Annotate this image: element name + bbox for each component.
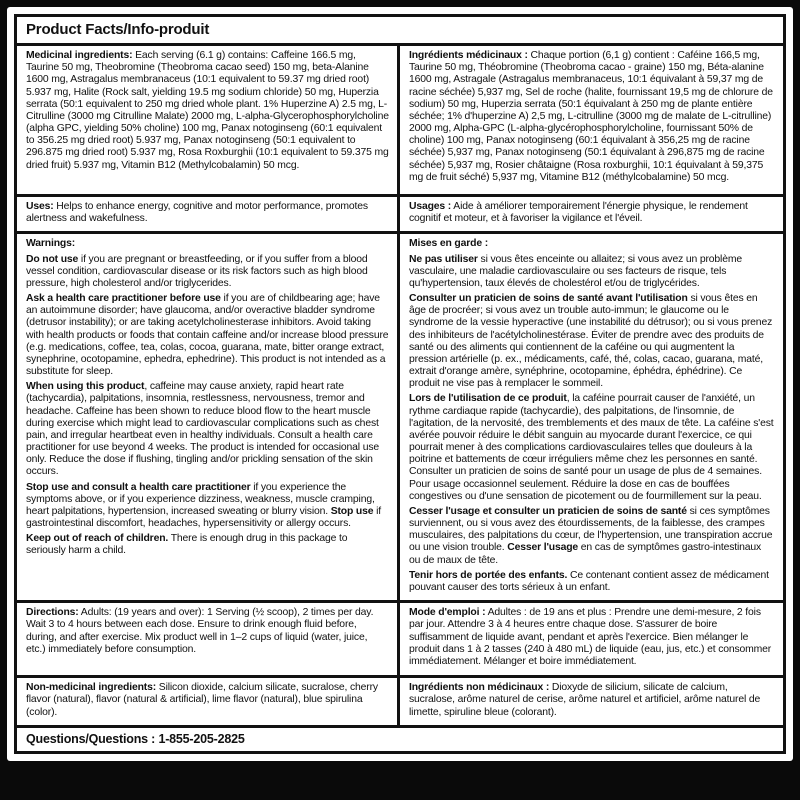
bold-lead-text: Cesser l'usage et consulter un praticien de soins de santé: [409, 505, 687, 517]
bold-lead-text: Do not use: [26, 253, 79, 265]
section-directions-fr-column: [400, 603, 783, 675]
section-nonmedicinal: [17, 675, 783, 725]
paragraph: [26, 482, 389, 531]
bold-lead-text: Usages :: [409, 201, 452, 212]
paragraph: [409, 238, 775, 250]
section-medicinal: [17, 43, 783, 194]
section-medicinal-fr-column: [400, 46, 783, 194]
body-text: if you are of childbearing age; have an autoimmune disorder; have glaucoma, and/or overactive bladder syndrome (detrusor instability); or are taking acetylcholinesterase inhibitors. Avoid taking with health products or foods that contain caffeine and/or increase blood pressure (e.g. medications, coffee, tea, colas, cocoa, guarana, mate, bitter orange extract, synephrine, ocotopamine, ephedra, ephedrine). This product is not intended as a substitute for sleep.: [26, 293, 389, 378]
paragraph: [26, 254, 389, 291]
body-text: Chaque portion (6,1 g) contient : Caféine 166,5 mg, Taurine 50 mg, Théobromine (Theobroma cacao - graine) 150 mg, Béta-alanine 1600 mg, Astragale (Astragalus membranaceus, 10:1 équivalant à 59,37 mg de racine séchée) 5,937 mg, Sel de roche (halite, fournissant 19,5 mg de chlorure de sodium) 50 mg, Huperzia serrata (50:1 équivalant à 250 mg de plante entière séchée; 1% d'huperzine A) 2,5 mg, L-citrulline (3000 mg de malate de L-citrulline) 2000 mg, Alpha-GPC (L-alpha-glycérophosphorylcholine, fournissant 50% de choline) 100 mg, Panax notoginseng (60:1 équivalant à 356,25 mg de racine séchée) 5,937 mg, Panax notoginseng (50:1 équivalant à 296,875 mg de racine séchée) 5,937 mg, Rosier châtaigne (Rosa roxburghii, 10:1 équivalant à 59,375 mg de fruit séché) 5,937 mg, Vitamine B12 (méthylcobalamine) 50 mcg.: [409, 50, 773, 183]
section-uses-en-column: [17, 197, 400, 231]
body-text: , la caféine pourrait causer de l'anxiété, un rythme cardiaque rapide (tachycardie), des palpitations, de l'insomnie, de l'agitation, de la nervosité, des tremblements et des maux de tête. La caféine s'est avérée pouvoir réduire le débit sanguin au myocarde durant l'exercice, ce qui pourrait mener à des complications cardiovasculaires telles que douleurs à la poitrine et battements de cœur irréguliers même chez les personnes en santé. Consulter un praticien de soins de santé pour un usage de plus de 4 semaines. Pour usage occasionnel seulement. Réduire la dose en cas de bouffées congestives ou d'une sensation de picotement ou de fourmillement sur la peau.: [409, 393, 774, 502]
section-nonmedicinal-fr-column: [400, 678, 783, 725]
paragraph: [409, 607, 775, 668]
paragraph: [409, 682, 775, 719]
body-text: if you experience the symptoms above, or if you experience dizziness, weakness, muscle cramping, heart palpitations, hypertension, increased sweating or blurry vision.: [26, 481, 375, 517]
body-text: if gastrointestinal discomfort, headaches, hypersensitivity or allergy occurs.: [26, 505, 382, 530]
paragraph: [26, 238, 389, 250]
section-directions-en-column: [17, 603, 400, 675]
questions-row: [17, 725, 783, 751]
product-facts-panel: [14, 14, 786, 754]
page-title: Product Facts/Info-produit: [26, 21, 210, 38]
body-text: Adultes : de 19 ans et plus : Prendre une demi-mesure, 2 fois par jour. Attendre 3 à 4 heures entre chaque dose. S'assurer de boire suffisamment de liquide avant, pendant et après l'exercice. Bien mélanger le produit dans 1 à 2 tasses (240 à 480 mL) de liquide (eau, jus, etc.) et consommer immédiatement. Mélanger et boire immédiatement.: [409, 607, 772, 667]
paragraph: [409, 393, 775, 503]
bold-lead-text: Tenir hors de portée des enfants.: [409, 569, 568, 581]
bold-lead-text: Ingrédients médicinaux :: [409, 50, 528, 61]
section-uses-fr-column: [400, 197, 783, 231]
bold-lead-text: Ingrédients non médicinaux :: [409, 682, 550, 694]
body-text: Dioxyde de silicium, silicate de calcium, sucralose, arôme naturel de cerise, arôme naturel et artificiel, arôme naturel de limette, spiruline bleue (colorant).: [409, 682, 761, 718]
paragraph: [409, 293, 775, 390]
body-text: if you are pregnant or breastfeeding, or if you suffer from a blood vessel condition, cardiovascular disease or its risk factors such as high blood pressure, high cholesterol and/or triglycerides.: [26, 253, 368, 289]
bold-lead-text: Consulter un praticien de soins de santé avant l'utilisation: [409, 293, 688, 305]
bold-lead-text: Ne pas utiliser: [409, 253, 478, 265]
body-text: Adults: (19 years and over): 1 Serving (½ scoop), 2 times per day. Wait 3 to 4 hours between each dose. Ensure to drink enough fluid before, during, and after exercise. Mix product well in 1–2 cups of liquid (water, juice, etc.) immediately before consumption.: [26, 607, 374, 655]
bold-lead-text: Directions:: [26, 607, 79, 619]
paragraph: [26, 607, 389, 656]
bold-lead-text: Keep out of reach of children.: [26, 533, 169, 545]
paragraph: [26, 533, 389, 557]
bold-lead-text: Mises en garde :: [409, 238, 489, 250]
paragraph: [26, 381, 389, 478]
body-text: Ce contenant contient assez de médicament pouvant causer des torts sérieux à un enfant.: [409, 569, 769, 593]
paragraph: [26, 50, 389, 172]
section-warnings: [17, 231, 783, 600]
section-medicinal-en-column: [17, 46, 400, 194]
paragraph: [409, 254, 775, 291]
body-text: There is enough drug in this package to seriously harm a child.: [26, 533, 348, 557]
section-warnings-fr-column: [400, 234, 783, 600]
paragraph: [26, 293, 389, 378]
paragraph: [409, 50, 775, 184]
bold-lead-text: Medicinal ingredients:: [26, 50, 133, 61]
body-text: , caffeine may cause anxiety, rapid heart rate (tachycardia), palpitations, insomnia, restlessness, nervousness, tremor and headache. Caffeine has been shown to reduce blood flow to the heart muscle during exercise which might lead to cardiovascular complications such as chest pain, and irregular heartbeat even in healthy individuals. Consult a health care practitioner for use beyond 4 weeks. The product is intended for occasional use only. Reduce the dose if flushing, tingling and/or prickling sensation of the skin occurs.: [26, 381, 379, 478]
body-text: en cas de symptômes gastro-intestinaux ou de maux de tête.: [409, 542, 762, 566]
body-text: si vous êtes en âge de procréer; si vous avez un trouble auto-immun; le glaucome ou le syndrome de la vessie hyperactive (une instabilité du détrusor); ou si vous prenez des inhibiteurs de l'acétylcholinestérase. Éviter de prendre avec des produits de santé ou des aliments qui contiennent de la caféine ou qui augmentent la pression artérielle (p. ex., médicaments, café, thé, colas, cacao, guarana, maté, extrait d'orange amère, synéphrine, ocotopamine, éphédra, éphédrine). Ce produit ne vise pas à remplacer le sommeil.: [409, 293, 773, 390]
bold-lead-text: Stop use: [330, 505, 374, 517]
paragraph: [26, 682, 389, 719]
bold-lead-text: Lors de l'utilisation de ce produit: [409, 393, 567, 405]
paragraph: [26, 201, 389, 225]
label-sheet: [7, 7, 793, 761]
bold-lead-text: Cesser l'usage: [507, 542, 579, 554]
bold-lead-text: Uses:: [26, 201, 54, 212]
body-text: si ces symptômes surviennent, ou si vous avez des étourdissements, de la faiblesse, des crampes musculaires, des palpitations du cœur, de l'hypertension, une transpiration accrue ou une vision trouble.: [409, 505, 773, 554]
bold-lead-text: Warnings:: [26, 238, 76, 250]
body-text: Helps to enhance energy, cognitive and motor performance, promotes alertness and wakefulness.: [26, 201, 368, 225]
body-text: Silicon dioxide, calcium silicate, sucralose, cherry flavor (natural), flavor (natural & artificial), lime flavor (natural), blue spirulina (color).: [26, 682, 378, 718]
section-nonmedicinal-en-column: [17, 678, 400, 725]
body-text: Each serving (6.1 g) contains: Caffeine 166.5 mg, Taurine 50 mg, Theobromine (Theobroma cacao seed) 150 mg, beta-Alanine 1600 mg, Astragalus membranaceus (10:1 equivalent to 59.37 mg dried root) 5.937 mg, Halite (Rock salt, yielding 19.5 mg sodium chloride) 50 mg, Huperzia serrata (50:1 equivalent to 250 mg dried whole plant. 1% Huperzine A) 2.5 mg, L-Citrulline (3000 mg Citrulline Malate) 2000 mg, L-alpha-Glycerophosphorylcholine (alpha GPC, yielding 50% choline) 100 mg, Panax notoginseng (60:1 equivalent to 356.25 mg dried root) 5.937 mg, Panax notoginseng (50:1 equivalent to 296.875 mg dried root) 5.937 mg, Rosa Roxburghii (10:1 equivalent to 59.375 mg dried fruit) 5.937 mg, Vitamin B12 (Methylcobalamin) 50 mcg.: [26, 50, 389, 171]
paragraph: [409, 201, 775, 225]
section-directions: [17, 600, 783, 675]
body-text: si vous êtes enceinte ou allaitez; si vous avez un problème vasculaire, une maladie cardiovasculaire ou ses facteurs de risque, tels qu'hypertension, taux élevés de cholestérol et/ou de triglycérides.: [409, 253, 742, 289]
bold-lead-text: Ask a health care practitioner before use: [26, 293, 221, 305]
questions-label: Questions/Questions :: [26, 731, 156, 746]
bold-lead-text: Non-medicinal ingredients:: [26, 682, 157, 694]
sections-container: [17, 43, 783, 725]
body-text: Aide à améliorer temporairement l'énergie physique, le rendement cognitif et moteur, et à favoriser la vigilance et l'éveil.: [409, 201, 748, 225]
section-uses: [17, 194, 783, 231]
paragraph: [409, 570, 775, 594]
paragraph: [409, 506, 775, 567]
bold-lead-text: When using this product: [26, 381, 145, 393]
bold-lead-text: Mode d'emploi :: [409, 607, 486, 619]
questions-phone-number: 1-855-205-2825: [158, 731, 245, 746]
bold-lead-text: Stop use and consult a health care practitioner: [26, 481, 251, 493]
section-warnings-en-column: [17, 234, 400, 600]
